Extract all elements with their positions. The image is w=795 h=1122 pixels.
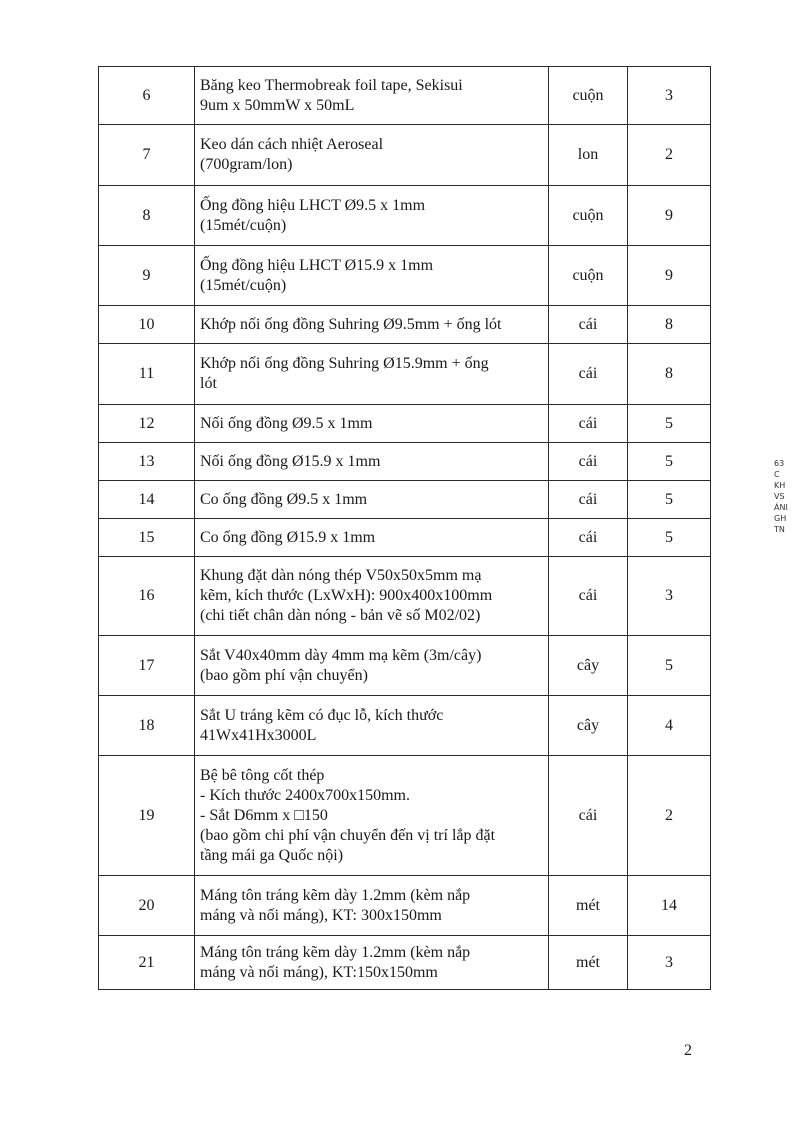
table-row xyxy=(99,876,711,936)
row-description: Sắt U tráng kẽm có đục lỗ, kích thước 41Wx41Hx3000L xyxy=(195,696,549,756)
row-unit: lon xyxy=(549,125,628,186)
row-quantity: 8 xyxy=(628,306,711,344)
row-description: Máng tôn tráng kẽm dày 1.2mm (kèm nắp máng và nối máng), KT:150x150mm xyxy=(195,936,549,990)
table-row xyxy=(99,306,711,344)
row-number: 18 xyxy=(99,696,195,756)
row-quantity: 4 xyxy=(628,696,711,756)
table-row xyxy=(99,936,711,990)
row-number: 15 xyxy=(99,519,195,557)
row-description: Sắt V40x40mm dày 4mm mạ kẽm (3m/cây) (bao gồm phí vận chuyển) xyxy=(195,636,549,696)
row-description: Khớp nối ống đồng Suhring Ø15.9mm + ống lót xyxy=(195,344,549,405)
table-row xyxy=(99,481,711,519)
table-row xyxy=(99,443,711,481)
row-description: Máng tôn tráng kẽm dày 1.2mm (kèm nắp máng và nối máng), KT: 300x150mm xyxy=(195,876,549,936)
row-unit: cái xyxy=(549,306,628,344)
row-unit: cây xyxy=(549,696,628,756)
row-quantity: 9 xyxy=(628,186,711,246)
row-number: 6 xyxy=(99,67,195,125)
row-quantity: 9 xyxy=(628,246,711,306)
row-description: Co ống đồng Ø9.5 x 1mm xyxy=(195,481,549,519)
table-row xyxy=(99,519,711,557)
row-unit: mét xyxy=(549,876,628,936)
row-number: 7 xyxy=(99,125,195,186)
row-number: 19 xyxy=(99,756,195,876)
row-number: 12 xyxy=(99,405,195,443)
row-unit: cái xyxy=(549,481,628,519)
row-description: Nối ống đồng Ø9.5 x 1mm xyxy=(195,405,549,443)
row-quantity: 8 xyxy=(628,344,711,405)
row-quantity: 5 xyxy=(628,636,711,696)
table-row xyxy=(99,756,711,876)
table-row xyxy=(99,636,711,696)
row-unit: cây xyxy=(549,636,628,696)
row-description: Khung đặt dàn nóng thép V50x50x5mm mạ kẽm, kích thước (LxWxH): 900x400x100mm (chi tiết chân dàn nóng - bản vẽ số M02/02) xyxy=(195,557,549,636)
row-number: 14 xyxy=(99,481,195,519)
row-unit: mét xyxy=(549,936,628,990)
table-row xyxy=(99,246,711,306)
row-description: Bệ bê tông cốt thép - Kích thước 2400x700x150mm. - Sắt D6mm x □150 (bao gồm chi phí vận chuyển đến vị trí lắp đặt tầng mái ga Quốc nội) xyxy=(195,756,549,876)
row-quantity: 5 xyxy=(628,405,711,443)
table-row xyxy=(99,696,711,756)
row-number: 20 xyxy=(99,876,195,936)
row-description: Nối ống đồng Ø15.9 x 1mm xyxy=(195,443,549,481)
row-unit: cái xyxy=(549,405,628,443)
row-quantity: 2 xyxy=(628,756,711,876)
row-unit: cái xyxy=(549,443,628,481)
row-unit: cái xyxy=(549,756,628,876)
row-quantity: 3 xyxy=(628,936,711,990)
row-number: 9 xyxy=(99,246,195,306)
table-row xyxy=(99,67,711,125)
row-number: 11 xyxy=(99,344,195,405)
row-number: 10 xyxy=(99,306,195,344)
materials-table xyxy=(98,66,711,990)
row-number: 8 xyxy=(99,186,195,246)
table-row xyxy=(99,125,711,186)
margin-stamp: 63 C KH VS ÁNI GH TN xyxy=(774,459,788,534)
row-quantity: 3 xyxy=(628,67,711,125)
row-quantity: 5 xyxy=(628,481,711,519)
row-description: Co ống đồng Ø15.9 x 1mm xyxy=(195,519,549,557)
table-row xyxy=(99,557,711,636)
row-description: Ống đồng hiệu LHCT Ø15.9 x 1mm (15mét/cuộn) xyxy=(195,246,549,306)
row-unit: cuộn xyxy=(549,186,628,246)
row-description: Ống đồng hiệu LHCT Ø9.5 x 1mm (15mét/cuộn) xyxy=(195,186,549,246)
table-row xyxy=(99,344,711,405)
row-unit: cái xyxy=(549,519,628,557)
row-description: Băng keo Thermobreak foil tape, Sekisui 9um x 50mmW x 50mL xyxy=(195,67,549,125)
row-quantity: 3 xyxy=(628,557,711,636)
row-number: 16 xyxy=(99,557,195,636)
row-quantity: 5 xyxy=(628,443,711,481)
row-quantity: 2 xyxy=(628,125,711,186)
row-number: 21 xyxy=(99,936,195,990)
row-unit: cuộn xyxy=(549,67,628,125)
row-description: Khớp nối ống đồng Suhring Ø9.5mm + ống lót xyxy=(195,306,549,344)
table-row xyxy=(99,405,711,443)
row-quantity: 14 xyxy=(628,876,711,936)
row-description: Keo dán cách nhiệt Aeroseal (700gram/lon) xyxy=(195,125,549,186)
row-unit: cái xyxy=(549,344,628,405)
table-row xyxy=(99,186,711,246)
row-quantity: 5 xyxy=(628,519,711,557)
row-unit: cái xyxy=(549,557,628,636)
row-unit: cuộn xyxy=(549,246,628,306)
row-number: 17 xyxy=(99,636,195,696)
row-number: 13 xyxy=(99,443,195,481)
page-number: 2 xyxy=(684,1042,692,1059)
